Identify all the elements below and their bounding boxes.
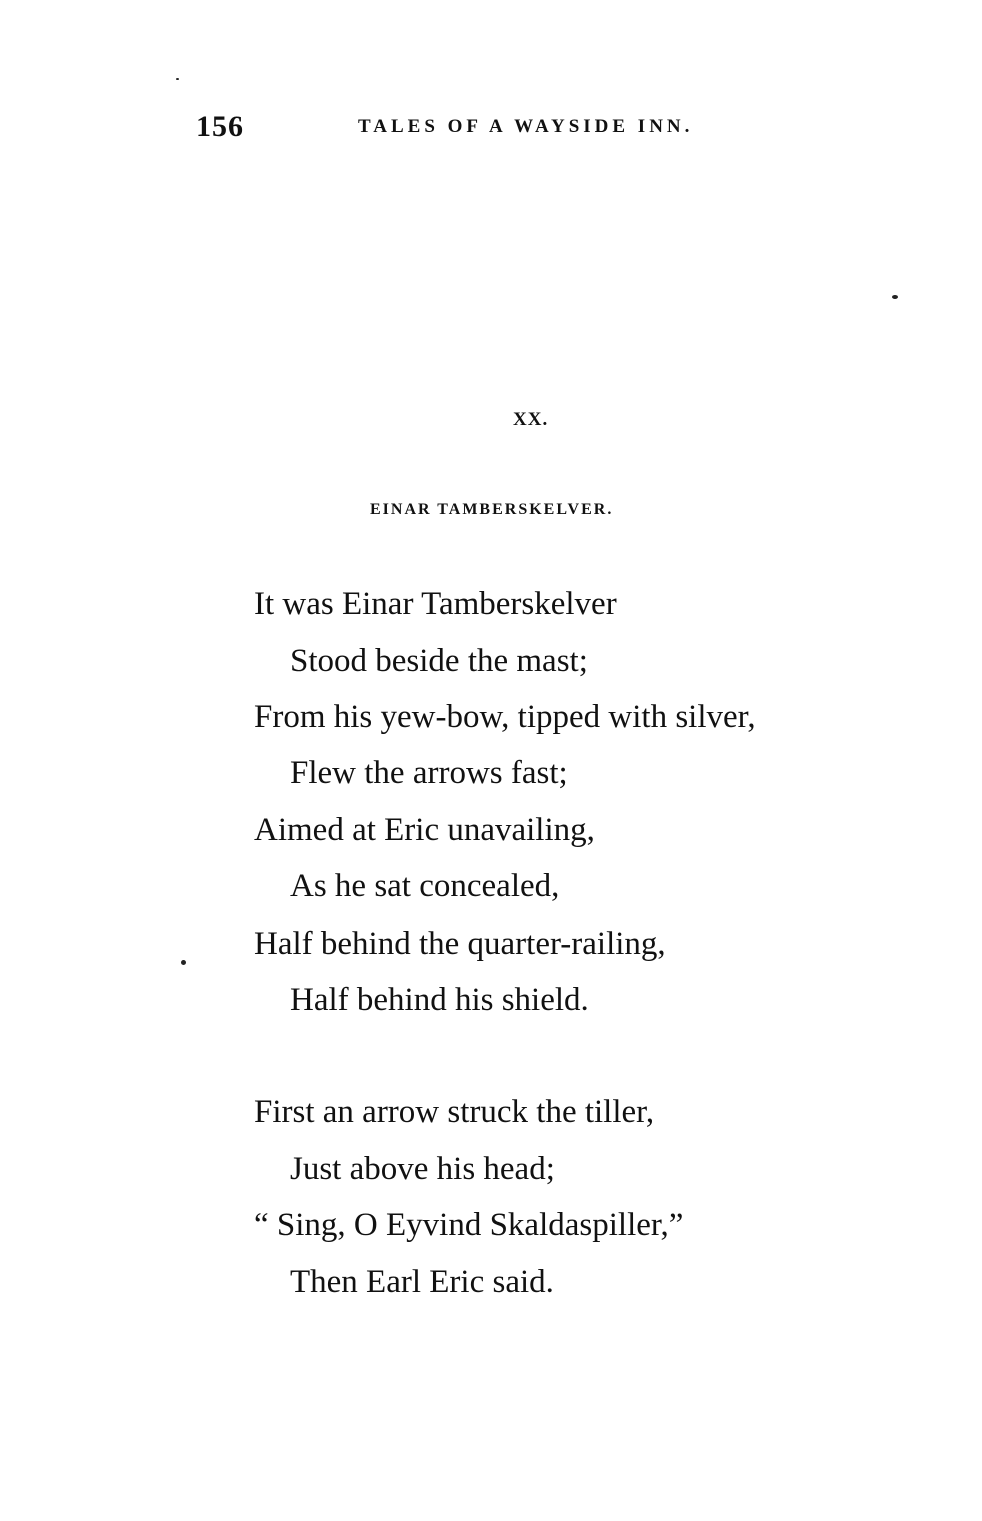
- poem-line: Then Earl Eric said.: [290, 1264, 554, 1300]
- poem-line: Flew the arrows fast;: [290, 755, 568, 791]
- poem-line: Half behind his shield.: [290, 982, 589, 1018]
- scan-speck: [181, 960, 186, 965]
- poem-line: Just above his head;: [290, 1151, 555, 1187]
- poem-line: From his yew-bow, tipped with silver,: [254, 699, 756, 735]
- poem-line: As he sat concealed,: [290, 868, 560, 904]
- poem-line: First an arrow struck the tiller,: [254, 1094, 655, 1130]
- poem-line: “ Sing, O Eyvind Skaldaspiller,”: [254, 1207, 684, 1243]
- scan-speck: [892, 295, 898, 299]
- running-head: TALES OF A WAYSIDE INN.: [358, 116, 694, 137]
- poem-line: It was Einar Tamberskelver: [254, 586, 617, 622]
- poem-line: Stood beside the mast;: [290, 643, 588, 679]
- scan-speck: [176, 78, 179, 80]
- poem-line: Half behind the quarter-railing,: [254, 926, 666, 962]
- poem-title: EINAR TAMBERSKELVER.: [370, 501, 614, 518]
- section-number: XX.: [513, 409, 549, 430]
- poem-line: Aimed at Eric unavailing,: [254, 812, 595, 848]
- page-number: 156: [196, 110, 244, 143]
